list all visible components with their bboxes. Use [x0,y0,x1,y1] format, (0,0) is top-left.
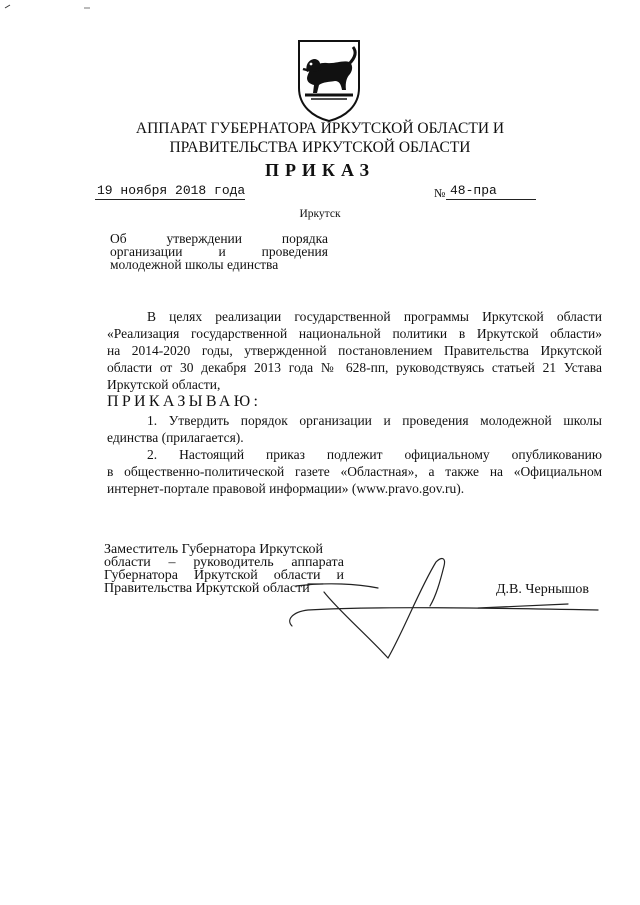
document-number: 48-пра [450,183,497,198]
para1-line4: области от 30 декабря 2013 года № 628-пп, руководствуясь статьей 21 Устава [107,360,602,375]
para1-line1: В целях реализации государственной программы Иркутской области [147,309,602,324]
order-word: ПРИКАЗЫВАЮ: [107,393,262,410]
handwritten-signature [268,548,628,668]
date-underline [95,199,245,200]
document-date: 19 ноября 2018 года [97,183,246,198]
signer-name: Д.В. Чернышов [496,582,589,597]
number-sign: № [434,186,446,200]
item1-line2: единства (прилагается). [107,430,244,445]
item1-line1: 1. Утвердить порядок организации и проведения молодежной школы [147,413,602,428]
number-underline [446,199,536,200]
subject-line3: молодежной школы единства [110,257,279,272]
city: Иркутск [299,208,341,220]
org-name-line2: ПРАВИТЕЛЬСТВА ИРКУТСКОЙ ОБЛАСТИ [169,139,471,156]
signer-title-line4: Правительства Иркутской области [104,581,310,596]
item2-line1: 2. Настоящий приказ подлежит официальному опубликованию [147,447,602,462]
para1-line3: на 2014-2020 годы, утвержденной постановлением Правительства Иркутской [107,343,602,358]
signer-title-line1: Заместитель Губернатора Иркутской [104,542,323,557]
scan-mark [4,2,94,14]
para1-line2: «Реализация государственной национальной политики в Иркутской области» [107,326,602,341]
item2-line3: интернет-портале правовой информации» (www.pravo.gov.ru). [107,481,465,496]
irkutsk-coat-of-arms-icon [295,38,363,122]
document-type-title: ПРИКАЗ [264,160,376,180]
signer-title-line3: Губернатора Иркутской области и [104,568,344,583]
para1-line5: Иркутской области, [107,377,221,392]
subject-line1: Об утверждении порядка [110,231,328,246]
subject-line2: организации и проведения [110,244,328,259]
signer-title-line2: области – руководитель аппарата [104,555,344,570]
item2-line2: в общественно-политической газете «Областная», а также на «Официальном [107,464,602,479]
org-name-line1: АППАРАТ ГУБЕРНАТОРА ИРКУТСКОЙ ОБЛАСТИ И [135,120,505,137]
